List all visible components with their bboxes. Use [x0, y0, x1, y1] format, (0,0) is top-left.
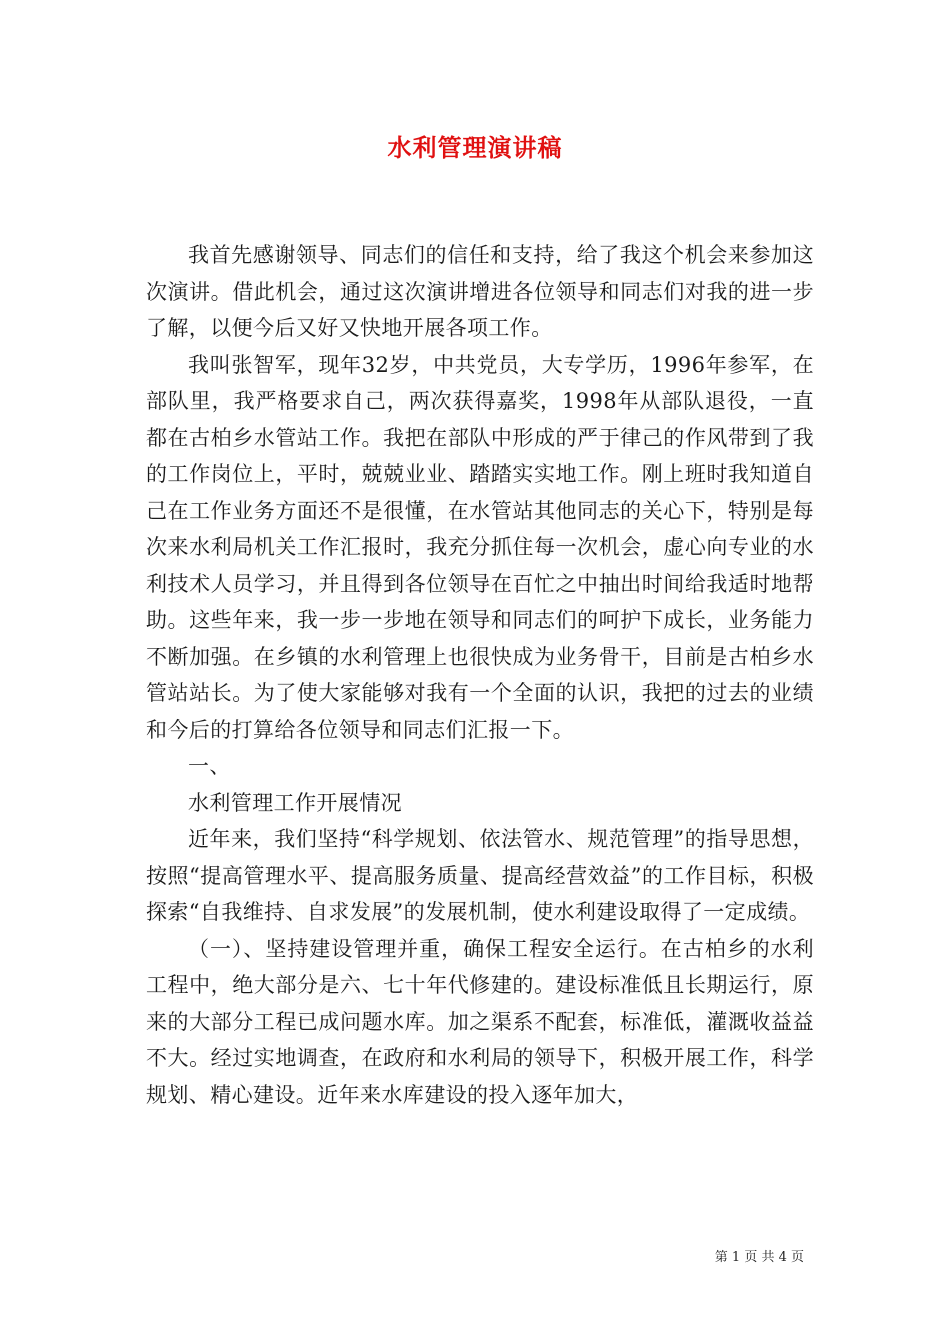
paragraph-subsection-one: （一）、坚持建设管理并重，确保工程安全运行。在古柏乡的水利工程中，绝大部分是六、七十年代修建的。建设标准低且长期运行，原来的大部分工程已成问题水库。加之渠系不配套，标准低，灌溉收益益不大。经过实地调查，在政府和水利局的领导下，积极开展工作，科学规划、精心建设。近年来水库建设的投入逐年加大， — [146, 936, 814, 1107]
paragraph-self-introduction: 我叫张智军，现年32岁，中共党员，大专学历，1996年参军，在部队里，我严格要求自己，两次获得嘉奖，1998年从部队退役，一直都在古柏乡水管站工作。我把在部队中形成的严于律己的作风带到了我的工作岗位上，平时，兢兢业业、踏踏实实地工作。刚上班时我知道自己在工作业务方面还不是很懂，在水管站其他同志的关心下，特别是每次来水利局机关工作汇报时，我充分抓住每一次机会，虚心向专业的水利技术人员学习，并且得到各位领导在百忙之中抽出时间给我适时地帮助。这些年来，我一步一步地在领导和同志们的呵护下成长，业务能力不断加强。在乡镇的水利管理上也很快成为业务骨干，目前是古柏乡水管站站长。为了使大家能够对我有一个全面的认识，我把的过去的业绩和今后的打算给各位领导和同志们汇报一下。 — [146, 352, 814, 742]
page-number: 第 1 页 共 4 页 — [714, 1250, 804, 1265]
section-number: 一、 — [188, 754, 231, 778]
document-body — [146, 237, 814, 1113]
document-title: 水利管理演讲稿 — [387, 133, 563, 162]
section-heading: 水利管理工作开展情况 — [188, 790, 402, 815]
paragraph-intro: 我首先感谢领导、同志们的信任和支持，给了我这个机会来参加这次演讲。借此机会，通过这次演讲增进各位领导和同志们对我的进一步了解，以便今后又好又快地开展各项工作。 — [146, 243, 814, 340]
paragraph-guiding-idea: 近年来，我们坚持“科学规划、依法管水、规范管理”的指导思想，按照“提高管理水平、提高服务质量、提高经营效益”的工作目标，积极探索“自我维持、自求发展”的发展机制，使水利建设取得了一定成绩。 — [146, 827, 814, 924]
